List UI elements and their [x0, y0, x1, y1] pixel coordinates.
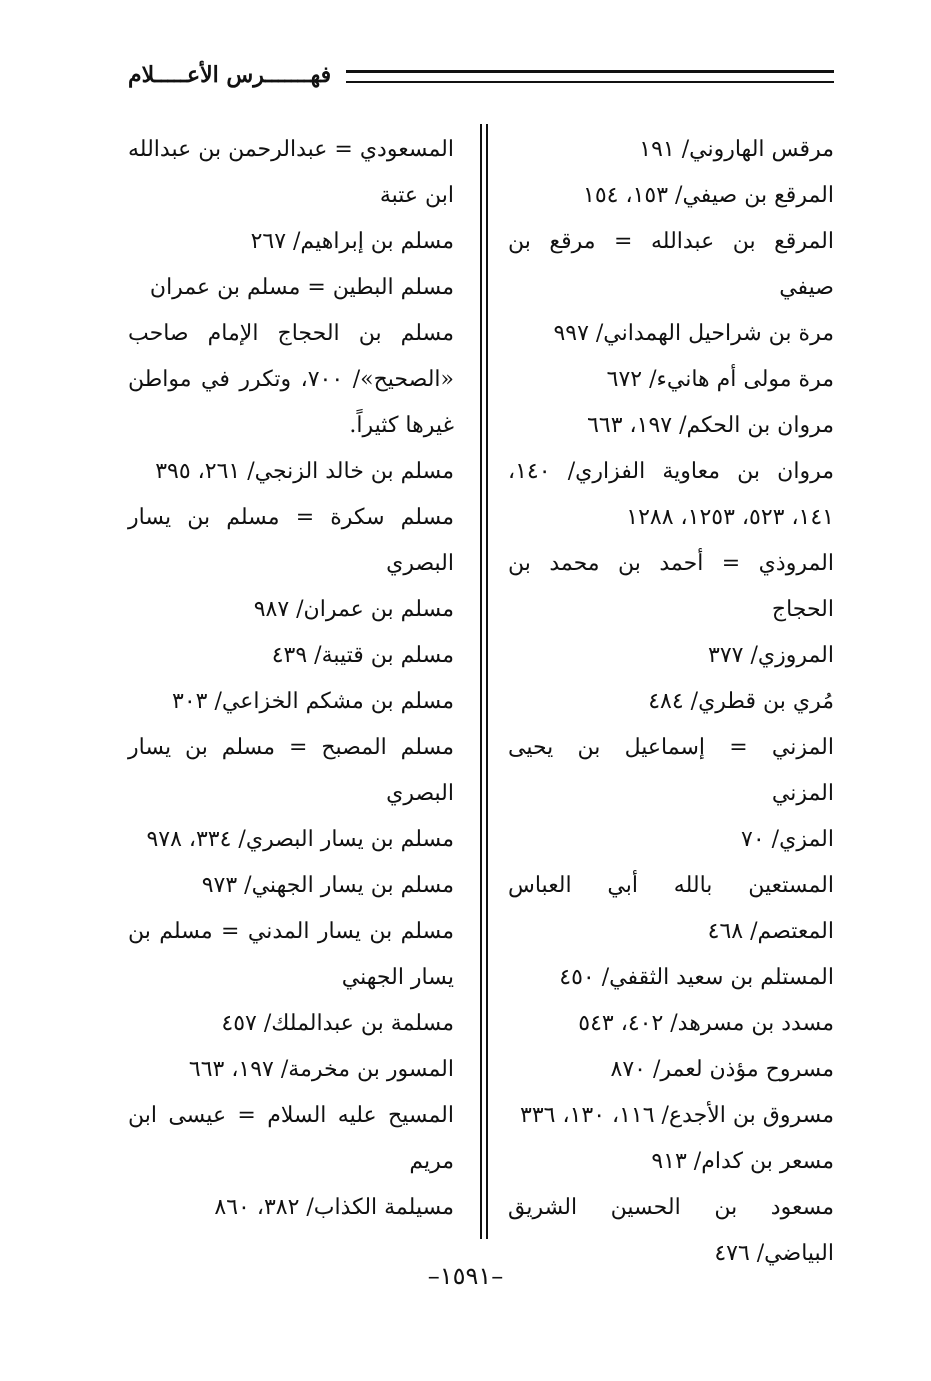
- page-header: [128, 60, 834, 94]
- index-entry: مسدد بن مسرهد/ ٤٠٢، ٥٤٣: [578, 1011, 834, 1036]
- index-entry: المسور بن مخرمة/ ١٩٧، ٦٦٣: [188, 1057, 454, 1082]
- header-rule: [346, 70, 834, 83]
- index-entry: مسروق بن الأجدع/ ١١٦، ١٣٠، ٣٣٦: [520, 1103, 834, 1128]
- index-entry: المزي/ ٧٠: [741, 827, 834, 852]
- index-entry: مسلم بن قتيبة/ ٤٣٩: [271, 643, 454, 668]
- index-entry: المروزي/ ٣٧٧: [708, 643, 834, 668]
- index-entry: المزني = إسماعيل بن يحيى المزني: [508, 735, 834, 806]
- index-entry: مسلم بن يسار المدني = مسلم بن يسار الجهني: [128, 919, 454, 990]
- header-title: فهـــــــرس الأعـــــلام: [128, 62, 332, 88]
- index-entry: المسعودي = عبدالرحمن بن عبدالله ابن عتبة: [128, 137, 454, 208]
- page-number: –١٥٩١–: [427, 1262, 504, 1290]
- left-column: [128, 127, 454, 1231]
- index-entry: مسلم سكرة = مسلم بن يسار البصري: [128, 505, 454, 576]
- index-entry: مسلم المصبح = مسلم بن يسار البصري: [128, 735, 454, 806]
- index-entry: مرة بن شراحيل الهمداني/ ٩٩٧: [553, 321, 834, 346]
- index-entry: مُري بن قطري/ ٤٨٤: [648, 689, 834, 714]
- index-entry: المستلم بن سعيد الثقفي/ ٤٥٠: [559, 965, 834, 990]
- index-entry: مسلم بن إبراهيم/ ٢٦٧: [250, 229, 454, 254]
- index-entry: مروان بن معاوية الفزاري/ ١٤٠، ١٤١، ٥٢٣، ١٢٥٣، ١٢٨٨: [508, 459, 834, 530]
- index-entry: مسلم البطين = مسلم بن عمران: [149, 275, 454, 300]
- index-entry: مسعر بن كدام/ ٩١٣: [651, 1149, 834, 1174]
- index-entry: مسلم بن خالد الزنجي/ ٢٦١، ٣٩٥: [155, 459, 454, 484]
- index-entry: مروان بن الحكم/ ١٩٧، ٦٦٣: [587, 413, 834, 438]
- index-entry: مرة مولى أم هانيء/ ٦٧٢: [606, 367, 834, 392]
- index-entry: المرقع بن صيفي/ ١٥٣، ١٥٤: [583, 183, 834, 208]
- index-entry: مرقس الهاروني/ ١٩١: [639, 137, 834, 162]
- index-entry: مسروح مؤذن لعمر/ ٨٧٠: [610, 1057, 834, 1082]
- index-entry: مسيلمة الكذاب/ ٣٨٢، ٨٦٠: [214, 1195, 454, 1220]
- index-entry: مسلم بن عمران/ ٩٨٧: [253, 597, 454, 622]
- index-entry: المستعين بالله أبي العباس المعتصم/ ٤٦٨: [508, 873, 834, 944]
- index-entry: المروذي = أحمد بن محمد بن الحجاج: [508, 551, 834, 622]
- index-entry: مسلم بن يسار الجهني/ ٩٧٣: [201, 873, 454, 898]
- right-column: [508, 127, 834, 1277]
- index-entry: مسلم بن يسار البصري/ ٣٣٤، ٩٧٨: [146, 827, 454, 852]
- index-entry: مسلم بن الحجاج الإمام صاحب «الصحيح»/ ٧٠٠، وتكرر في مواطن غيرها كثيراً.: [128, 321, 454, 438]
- index-entry: مسعود بن الحسين الشريق البياضي/ ٤٧٦: [508, 1195, 834, 1266]
- column-divider: [480, 124, 488, 1239]
- index-entry: المرقع بن عبدالله = مرقع بن صيفي: [508, 229, 834, 300]
- index-entry: المسيح عليه السلام = عيسى ابن مريم: [128, 1103, 454, 1174]
- index-entry: مسلم بن مشكم الخزاعي/ ٣٠٣: [172, 689, 454, 714]
- index-entry: مسلمة بن عبدالملك/ ٤٥٧: [221, 1011, 454, 1036]
